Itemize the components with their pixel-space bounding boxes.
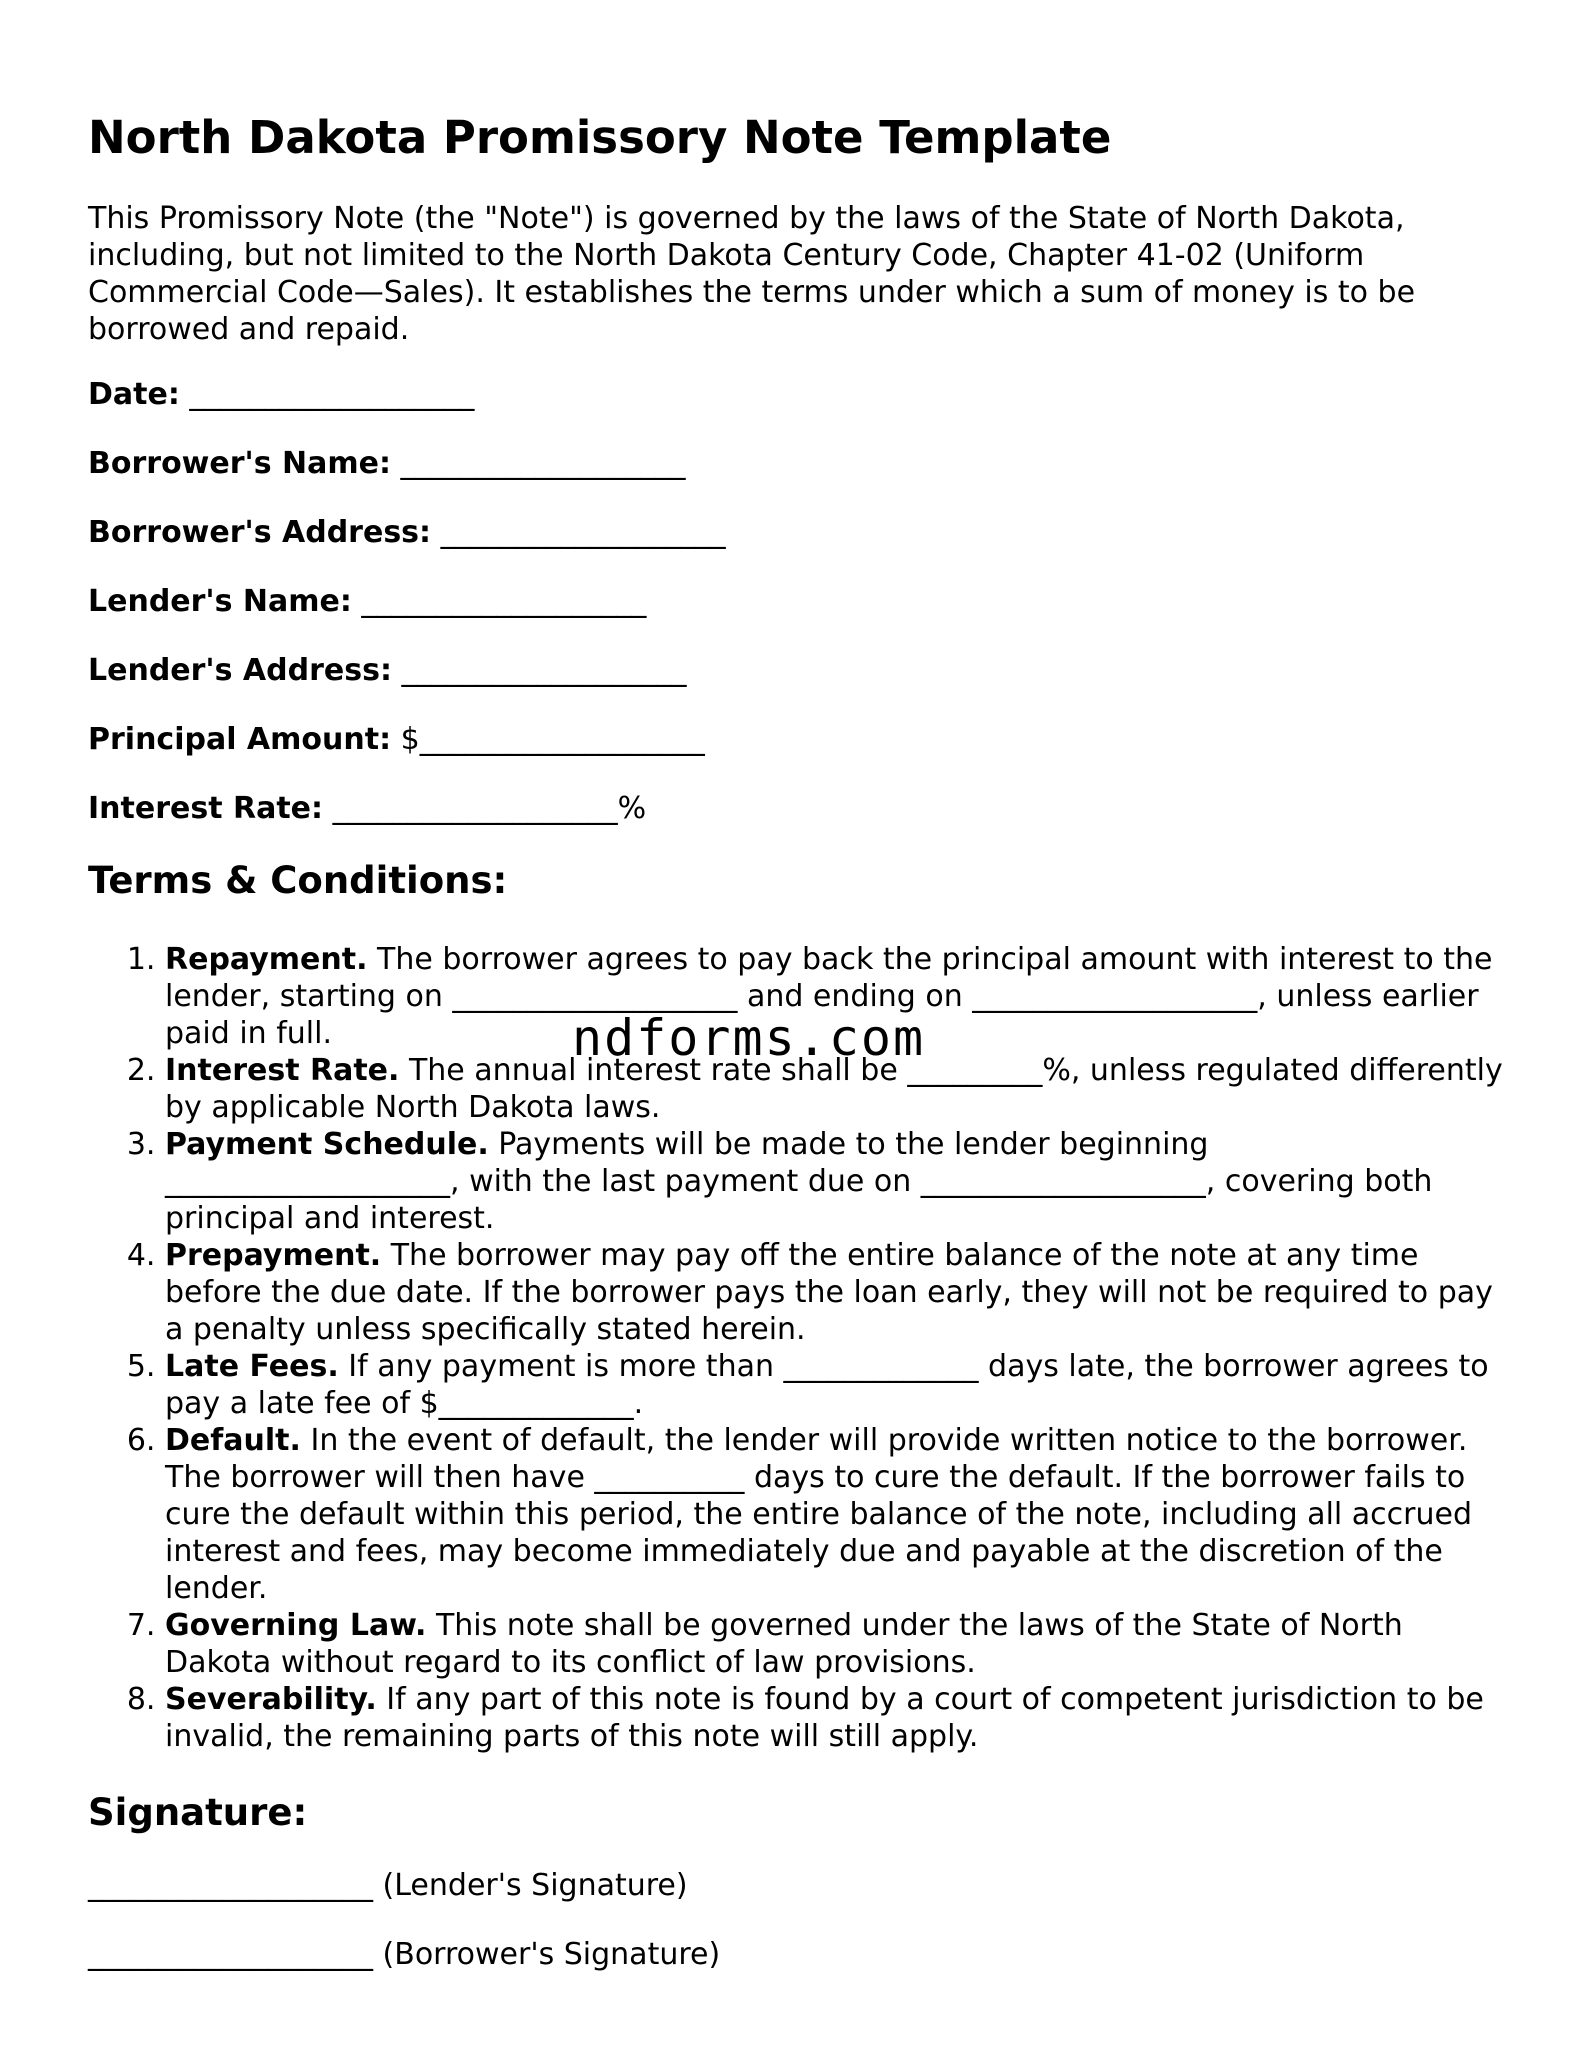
term-title: Governing Law. xyxy=(165,1608,427,1643)
term-title: Default. xyxy=(165,1423,301,1458)
signature-heading: Signature: xyxy=(88,1791,308,1834)
borrower-address-field xyxy=(88,514,1508,551)
term-text: The annual interest rate shall be _________%, unless regulated differently by applicable North Dakota laws. xyxy=(165,1053,1503,1125)
lender-name-blank: ___________________ xyxy=(351,584,647,619)
page-title: North Dakota Promissory Note Template xyxy=(88,111,1112,164)
term-item-severability xyxy=(165,1681,1508,1755)
term-title: Severability. xyxy=(165,1682,377,1717)
borrower-address-blank: ___________________ xyxy=(431,515,726,550)
lender-name-label: Lender's Name: xyxy=(88,584,352,619)
term-title: Repayment. xyxy=(165,942,368,977)
signature-label: (Borrower's Signature) xyxy=(373,1937,721,1972)
term-title: Payment Schedule. xyxy=(165,1127,489,1162)
lender-address-field xyxy=(88,652,1508,689)
intro-paragraph: This Promissory Note (the "Note") is governed by the laws of the State of North Dakota, including, but not limited to the North Dakota Century Code, Chapter 41-02 (Uniform Commercial Code—Sales). It establishes the terms under which a sum of money is to be borrowed and repaid. xyxy=(88,201,1416,347)
borrower-name-blank: ___________________ xyxy=(390,446,686,481)
term-text: In the event of default, the lender will provide written notice to the borrower. The borrower will then have __________ days to cure the default. If the borrower fails to cure the default within this period, the entire balance of the note, including all accrued interest and fees, may become immediately due and payable at the discretion of the lender. xyxy=(165,1423,1472,1606)
date-field xyxy=(88,376,1508,413)
lender-signature-line xyxy=(88,1867,1508,1904)
term-item-prepayment xyxy=(165,1237,1508,1348)
term-text: Payments will be made to the lender beginning ___________________, with the last payment due on ___________________, covering both principal and interest. xyxy=(165,1127,1433,1236)
term-item-payment-schedule xyxy=(165,1126,1508,1237)
lender-name-field xyxy=(88,583,1508,620)
date-label: Date: xyxy=(88,377,180,412)
term-text: The borrower agrees to pay back the principal amount with interest to the lender, starting on ___________________ and ending on ___________________, unless earlier paid in full. xyxy=(165,942,1493,1051)
term-title: Late Fees. xyxy=(165,1349,339,1384)
term-text: The borrower may pay off the entire balance of the note at any time before the due date. If the borrower pays the loan early, they will not be required to pay a penalty unless specifically stated herein. xyxy=(165,1238,1493,1347)
borrower-name-field xyxy=(88,445,1508,482)
term-text: If any part of this note is found by a court of competent jurisdiction to be invalid, the remaining parts of this note will still apply. xyxy=(165,1682,1484,1754)
term-item-governing-law xyxy=(165,1607,1508,1681)
date-blank: ___________________ xyxy=(179,377,475,412)
borrower-address-label: Borrower's Address: xyxy=(88,515,432,550)
borrower-signature-line xyxy=(88,1936,1508,1973)
term-title: Prepayment. xyxy=(165,1238,382,1273)
watermark-text: ndforms.com xyxy=(572,1009,926,1067)
term-item-late-fees xyxy=(165,1348,1508,1422)
term-text: This note shall be governed under the laws of the State of North Dakota without regard to its conflict of law provisions. xyxy=(165,1608,1403,1680)
term-text: If any payment is more than _____________ days late, the borrower agrees to pay a late fee of $_____________. xyxy=(165,1349,1489,1421)
interest-rate-field xyxy=(88,790,1508,827)
signature-blank: ___________________ xyxy=(88,1868,373,1903)
principal-amount-label: Principal Amount: xyxy=(88,722,392,757)
term-item-default xyxy=(165,1422,1508,1607)
borrower-name-label: Borrower's Name: xyxy=(88,446,391,481)
principal-amount-field xyxy=(88,721,1508,758)
lender-address-label: Lender's Address: xyxy=(88,653,392,688)
signature-blank: ___________________ xyxy=(88,1937,373,1972)
interest-rate-blank: ___________________% xyxy=(323,791,647,826)
interest-rate-label: Interest Rate: xyxy=(88,791,324,826)
signature-label: (Lender's Signature) xyxy=(373,1868,688,1903)
terms-heading: Terms & Conditions: xyxy=(88,859,508,902)
principal-amount-blank: $___________________ xyxy=(391,722,705,757)
lender-address-blank: ___________________ xyxy=(391,653,687,688)
term-title: Interest Rate. xyxy=(165,1053,400,1088)
